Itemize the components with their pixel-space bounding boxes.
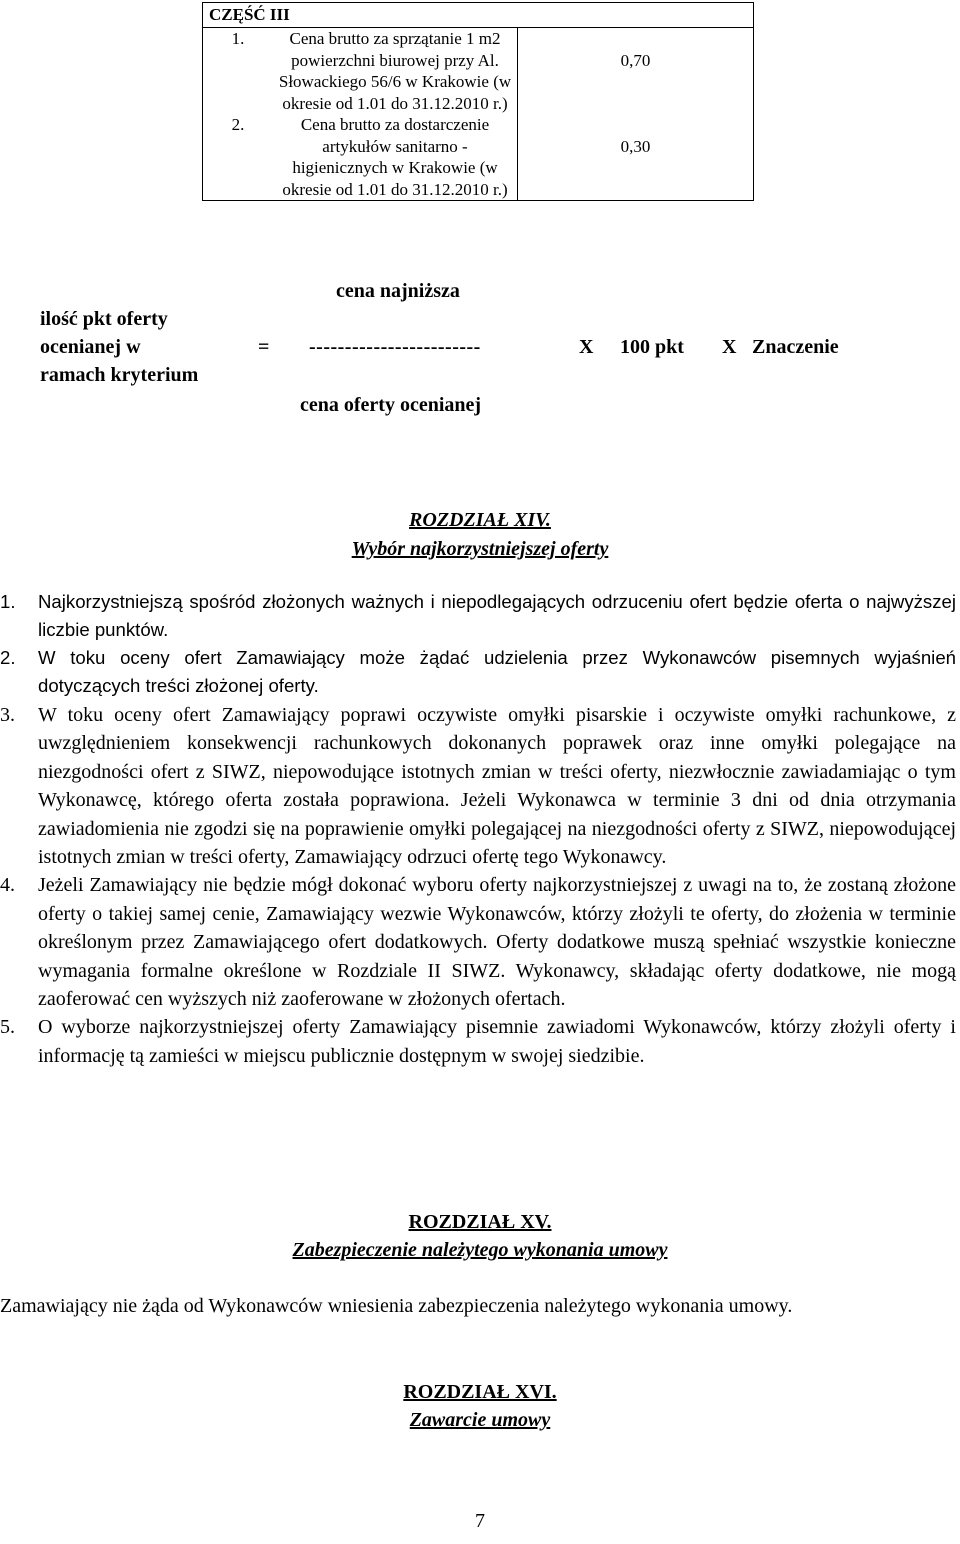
row-number: 1. bbox=[203, 28, 274, 115]
list-item-text: Jeżeli Zamawiający nie będzie mógł dokonać wyboru oferty najkorzystniejszej z uwagi na to, że zostaną złożone oferty o takiej samej cenie, Zamawiający wezwie Wykonawców, którzy złożyli te oferty, do złożenia w terminie określonym przez Zamawiającego ofert dodatkowych. Oferty dodatkowe muszą spełniać wszystkie konieczne wymagania formalne określone w Rozdziale II SIWZ. Wykonawcy, składając oferty dodatkowe, nie mogą zaoferować cen wyższych niż zaoferowane w złożonych ofertach. bbox=[38, 874, 956, 1011]
row-description: Cena brutto za dostarczenie artykułów sanitarno - higienicznych w Krakowie (w okresie od 1.01 do 31.12.2010 r.) bbox=[273, 114, 518, 201]
formula-fraction-bar: ------------------------ bbox=[309, 336, 481, 358]
table-header-row bbox=[203, 3, 754, 28]
chapter-subtitle: Zawarcie umowy bbox=[409, 1409, 551, 1431]
list-item-number: 5. bbox=[0, 1016, 15, 1039]
formula-equals: = bbox=[258, 336, 270, 358]
list-item-text: W toku oceny ofert Zamawiający poprawi oczywiste omyłki pisarskie i oczywiste omyłki rachunkowe, z uwzględnieniem konsekwencji rachunkowych dokonanych poprawek oraz inne omyłki polegające na niezgodności ofert z SIWZ, niepowodujące istotnych zmian w treści oferty, niezwłocznie zawiadamiając o tym Wykonawcę, którego oferta została poprawiona. Jeżeli Wykonawca w terminie 3 dni od dnia otrzymania zawiadomienia nie zgodzi się na poprawienie omyłki polegającej na niezgodności oferty z SIWZ, niepowodującej istotnych zmian w treści oferty, Zamawiający odrzuci ofertę tego Wykonawcy. bbox=[38, 704, 956, 869]
list-item-number: 3. bbox=[0, 704, 15, 726]
formula-denominator: cena oferty ocenianej bbox=[300, 394, 482, 416]
table-header: CZĘŚĆ III bbox=[203, 3, 754, 28]
row-number: 2. bbox=[203, 114, 274, 201]
formula-numerator: cena najniższa bbox=[336, 280, 460, 302]
numbered-list bbox=[0, 701, 956, 1070]
table-row bbox=[203, 28, 754, 115]
list-item bbox=[0, 1013, 956, 1070]
formula-weight: Znaczenie bbox=[752, 336, 839, 358]
formula-lhs-line3: ramach kryterium bbox=[40, 364, 199, 386]
formula-x2: X bbox=[722, 336, 737, 358]
formula-x1: X bbox=[579, 336, 594, 358]
list-item-number: 2. bbox=[0, 647, 16, 668]
formula-lhs-line2: ocenianej w bbox=[40, 336, 141, 358]
list-item bbox=[0, 644, 956, 700]
list-item-number: 1. bbox=[0, 591, 16, 612]
formula-lhs-line1: ilość pkt oferty bbox=[40, 308, 168, 330]
list-item-text: O wyborze najkorzystniejszej oferty Zamawiający pisemnie zawiadomi Wykonawców, którzy złożyli oferty i informację tą zamieści w miejscu publicznie dostępnym w swojej siedzibie. bbox=[38, 1016, 956, 1067]
page-number: 7 bbox=[475, 1510, 485, 1532]
row-value: 0,70 bbox=[518, 28, 754, 115]
list-item-number: 4. bbox=[0, 874, 15, 897]
chapter-title: ROZDZIAŁ XV. bbox=[408, 1211, 552, 1233]
chapter-subtitle: Wybór najkorzystniejszej oferty bbox=[351, 538, 609, 560]
list-item bbox=[0, 588, 956, 644]
chapter-title: ROZDZIAŁ XIV. bbox=[409, 509, 551, 531]
row-value: 0,30 bbox=[518, 114, 754, 201]
table-row bbox=[203, 114, 754, 201]
list-item-text: Najkorzystniejszą spośród złożonych ważnych i niepodlegających odrzuceniu ofert będzie oferta o najwyższej liczbie punktów. bbox=[38, 591, 956, 640]
formula-points: 100 pkt bbox=[620, 336, 684, 358]
list-item bbox=[0, 871, 956, 1013]
numbered-list bbox=[0, 588, 956, 700]
row-description: Cena brutto za sprzątanie 1 m2 powierzchni biurowej przy Al. Słowackiego 56/6 w Krakowie (w okresie od 1.01 do 31.12.2010 r.) bbox=[273, 28, 518, 115]
list-item bbox=[0, 701, 956, 871]
price-table bbox=[202, 2, 754, 201]
list-item-text: W toku oceny ofert Zamawiający może żądać udzielenia przez Wykonawców pisemnych wyjaśnień dotyczących treści złożonej oferty. bbox=[38, 647, 956, 696]
chapter-body: Zamawiający nie żąda od Wykonawców wniesienia zabezpieczenia należytego wykonania umowy. bbox=[0, 1295, 793, 1317]
chapter-title: ROZDZIAŁ XVI. bbox=[403, 1381, 557, 1403]
chapter-subtitle: Zabezpieczenie należytego wykonania umowy bbox=[292, 1239, 668, 1261]
